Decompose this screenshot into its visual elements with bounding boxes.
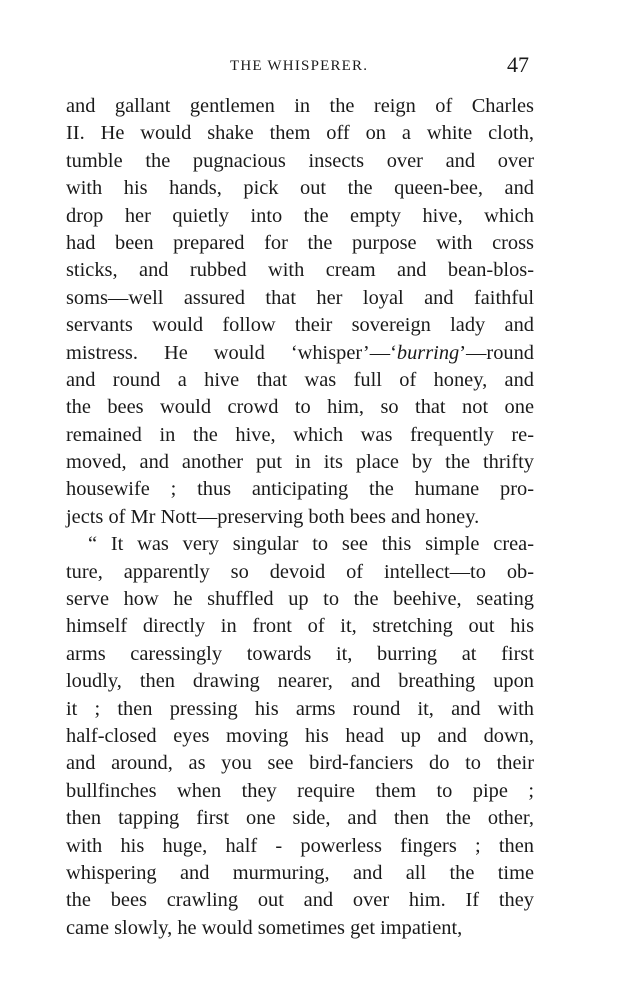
text-line: moved, and another put in its place by the thrifty xyxy=(66,451,534,474)
page-number: 47 xyxy=(507,52,529,77)
text-line: half-closed eyes moving his head up and down, xyxy=(66,724,534,747)
text-line: had been prepared for the purpose with cross xyxy=(66,231,534,254)
text-line: himself directly in front of it, stretching out his xyxy=(66,615,534,638)
text-line: serve how he shuffled up to the beehive, seating xyxy=(66,588,534,611)
text-line: with his hands, pick out the queen-bee, and xyxy=(66,177,534,200)
text-line: and round a hive that was full of honey, and xyxy=(66,368,534,391)
running-head xyxy=(0,52,623,82)
text-line: with his huge, half - powerless fingers ; then xyxy=(66,834,534,857)
text-line: and around, as you see bird-fanciers do to their xyxy=(66,752,534,775)
text-line: then tapping first one side, and then the other, xyxy=(66,807,534,830)
text-line: it ; then pressing his arms round it, and with xyxy=(66,697,534,720)
text-line: bullfinches when they require them to pipe ; xyxy=(66,779,534,802)
text-line: tumble the pugnacious insects over and over xyxy=(66,149,534,172)
text-line: soms—well assured that her loyal and faithful xyxy=(66,286,534,309)
text-line: mistress. He would ‘whisper’—‘burring’—round xyxy=(66,341,534,364)
text-line: the bees would crowd to him, so that not one xyxy=(66,396,534,419)
text-line: II. He would shake them off on a white cloth, xyxy=(66,122,534,145)
text-line: the bees crawling out and over him. If they xyxy=(66,889,534,912)
text-line: and gallant gentlemen in the reign of Charles xyxy=(66,95,534,117)
text-line: “ It was very singular to see this simple crea- xyxy=(88,533,534,556)
text-line: sticks, and rubbed with cream and bean-blos- xyxy=(66,259,534,282)
body-text xyxy=(66,93,534,942)
text-line: housewife ; thus anticipating the humane pro- xyxy=(66,478,534,501)
text-line: jects of Mr Nott—preserving both bees and honey. xyxy=(66,505,480,528)
emphasized-word: burring xyxy=(396,341,460,364)
text-line: loudly, then drawing nearer, and breathing upon xyxy=(66,670,534,693)
text-line: drop her quietly into the empty hive, which xyxy=(66,204,534,227)
text-line: ture, apparently so devoid of intellect—to ob- xyxy=(66,560,534,583)
text-line: whispering and murmuring, and all the time xyxy=(66,861,534,884)
text-line: servants would follow their sovereign lady and xyxy=(66,314,534,337)
running-title: THE WHISPERER. xyxy=(230,58,369,74)
text-line: remained in the hive, which was frequently re- xyxy=(66,423,534,446)
text-line: arms caressingly towards it, burring at first xyxy=(66,642,534,665)
text-line: came slowly, he would sometimes get impatient, xyxy=(66,916,463,939)
